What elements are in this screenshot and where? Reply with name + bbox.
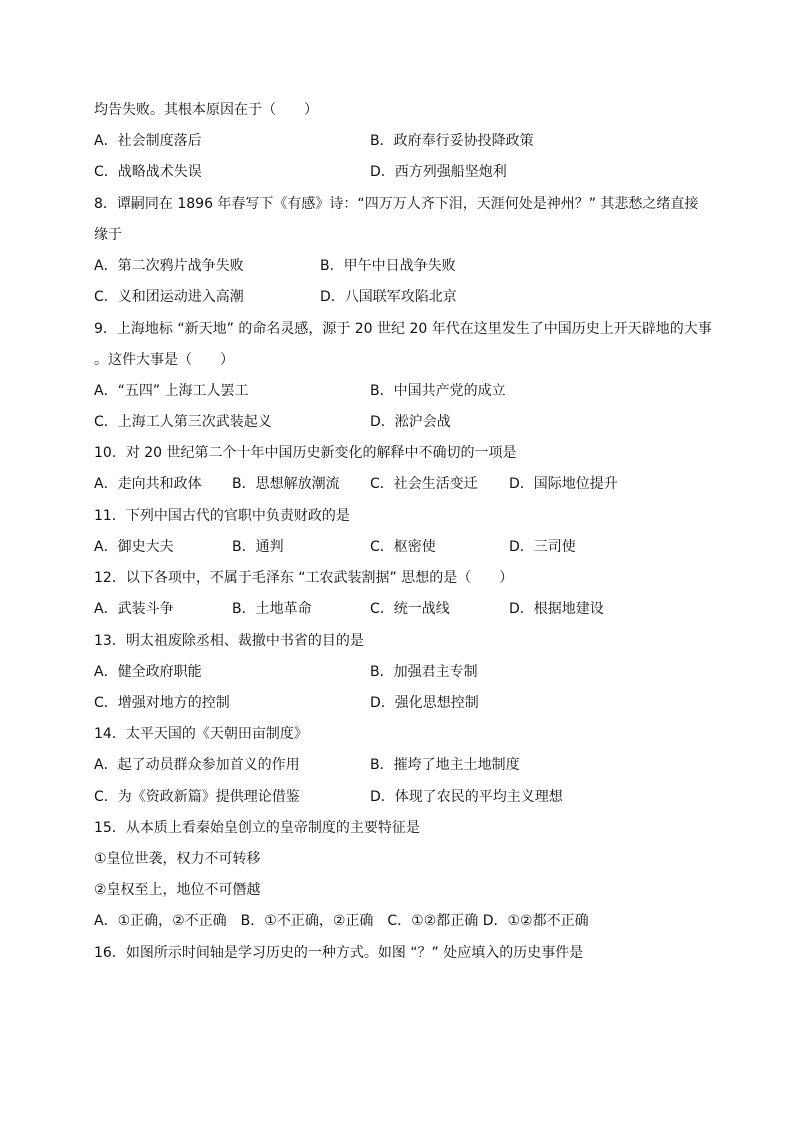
q15-statement-1: ①皇位世袭，权力不可转移 [94,851,261,867]
q11-option-b: B．通判 [232,539,284,555]
q7-option-b: B．政府奉行妥协投降政策 [370,133,534,149]
q14-option-d: D．体现了农民的平均主义理想 [370,789,563,805]
q9-option-d: D．淞沪会战 [370,414,451,430]
q15-stem: 15．从本质上看秦始皇创立的皇帝制度的主要特征是 [94,820,420,836]
q7-option-a: A．社会制度落后 [94,133,202,149]
q8-stem-line2: 缘于 [94,227,122,243]
q12-option-a: A．武装斗争 [94,601,174,617]
q11-option-d: D．三司使 [509,539,576,555]
q11-stem: 11．下列中国古代的官职中负责财政的是 [94,508,350,524]
q14-option-a: A．起了动员群众参加首义的作用 [94,757,300,773]
q12-option-c: C．统一战线 [370,601,450,617]
q9-option-c: C．上海工人第三次武装起义 [94,414,272,430]
q8-option-a: A．第二次鸦片战争失败 [94,258,244,274]
q10-option-d: D．国际地位提升 [509,476,618,492]
q15-options: A．①正确，②不正确 B．①不正确，②正确 C．①②都正确 D．①②都不正确 [94,913,589,929]
q13-option-a: A．健全政府职能 [94,664,202,680]
q7-option-d: D．西方列强船坚炮利 [370,164,507,180]
q11-option-a: A．御史大夫 [94,539,174,555]
q9-option-a: A．“五四” 上海工人罢工 [94,383,249,399]
q8-option-c: C．义和团运动进入高潮 [94,289,244,305]
q10-stem: 10．对 20 世纪第二个十年中国历史新变化的解释中不确切的一项是 [94,445,517,461]
q13-option-c: C．增强对地方的控制 [94,695,230,711]
q9-stem-line1: 9．上海地标 “新天地” 的命名灵感，源于 20 世纪 20 年代在这里发生了中国历史上开天辟地的大事 [94,321,712,337]
q13-option-d: D．强化思想控制 [370,695,479,711]
q13-stem: 13．明太祖废除丞相、裁撤中书省的目的是 [94,633,364,649]
q14-option-b: B．摧垮了地主土地制度 [370,757,520,773]
q7-option-c: C．战略战术失误 [94,164,202,180]
q14-option-c: C．为《资政新篇》提供理论借鉴 [94,789,300,805]
q7-stem-continuation: 均告失败。其根本原因在于（ ） [94,102,318,118]
q15-statement-2: ②皇权至上，地位不可僭越 [94,882,261,898]
q10-option-c: C．社会生活变迁 [370,476,478,492]
q9-option-b: B．中国共产党的成立 [370,383,506,399]
q14-stem: 14．太平天国的《天朝田亩制度》 [94,726,308,742]
q12-option-b: B．土地革命 [232,601,312,617]
q8-stem-line1: 8．谭嗣同在 1896 年春写下《有感》诗：“四万万人齐下泪，天涯何处是神州？” 其悲愁之绪直接 [94,196,699,212]
q8-option-b: B．甲午中日战争失败 [320,258,456,274]
q9-stem-line2: 。这件大事是（ ） [94,352,234,368]
q11-option-c: C．枢密使 [370,539,436,555]
q13-option-b: B．加强君主专制 [370,664,478,680]
q12-stem: 12．以下各项中，不属于毛泽东 “工农武装割据” 思想的是（ ） [94,570,514,586]
q12-option-d: D．根据地建设 [509,601,604,617]
q10-option-a: A．走向共和政体 [94,476,202,492]
q16-stem: 16．如图所示时间轴是学习历史的一种方式。如图 “？” 处应填入的历史事件是 [94,945,584,961]
q10-option-b: B．思想解放潮流 [232,476,340,492]
q8-option-d: D．八国联军攻陷北京 [320,289,457,305]
